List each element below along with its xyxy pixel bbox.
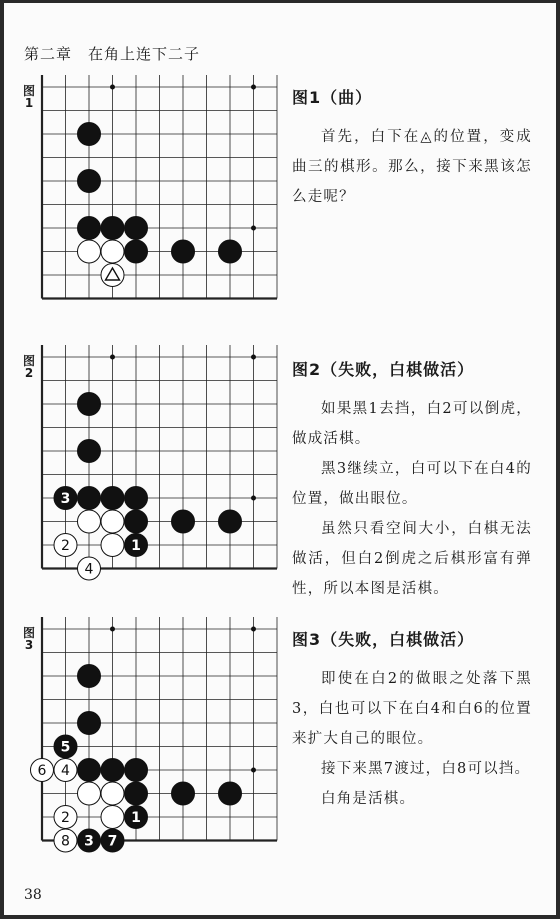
- stone-number: 1: [131, 538, 141, 554]
- white-stone: [78, 510, 101, 533]
- black-stone: [54, 487, 77, 510]
- white-stone: [31, 759, 54, 782]
- figure-2-label-num: 2: [24, 366, 34, 380]
- star-point: [251, 496, 256, 501]
- white-stone: [101, 264, 124, 287]
- figure-2-paragraph-1: 如果黑1去挡，白2可以倒虎，做成活棋。: [292, 401, 532, 447]
- figure-2-text: [292, 357, 532, 604]
- stone-number: 7: [107, 833, 118, 850]
- white-stone: [101, 534, 124, 557]
- star-point: [251, 355, 256, 360]
- figure-3-board: [24, 617, 274, 862]
- black-stone: [172, 510, 195, 533]
- black-stone: [78, 217, 101, 240]
- stone-number: 5: [60, 739, 71, 756]
- figure-1-title: 图1（曲）: [292, 88, 373, 107]
- stone-number: 2: [61, 538, 70, 554]
- white-stone: [54, 829, 77, 852]
- star-point: [251, 768, 256, 773]
- white-stone: [101, 782, 124, 805]
- black-stone: [78, 759, 101, 782]
- black-stone: [101, 217, 124, 240]
- black-stone: [125, 782, 148, 805]
- black-stone: [219, 510, 242, 533]
- black-stone: [125, 759, 148, 782]
- figure-1-board: [24, 75, 274, 315]
- white-stone: [78, 782, 101, 805]
- black-stone: [101, 759, 124, 782]
- black-stone: [172, 240, 195, 263]
- star-point: [110, 85, 115, 90]
- black-stone: [172, 782, 195, 805]
- stone-number: 8: [61, 833, 70, 850]
- black-stone: [78, 393, 101, 416]
- black-stone: [78, 487, 101, 510]
- chapter-header: 第二章 在角上连下二子: [24, 45, 201, 63]
- black-stone: [125, 534, 148, 557]
- figure-3-paragraph-3: 白角是活棋。: [321, 791, 416, 807]
- figure-3-paragraph-1: 即使在白2的做眼之处落下黑3，白也可以下在白4和白6的位置来扩大自己的眼位。: [292, 671, 532, 747]
- stone-number: 4: [84, 561, 94, 578]
- white-stone: [54, 759, 77, 782]
- figure-3-title: 图3（失败，白棋做活）: [292, 630, 475, 649]
- figure-2-label-top: 图: [22, 354, 35, 368]
- figure-3-label-num: 3: [24, 638, 34, 652]
- star-point: [251, 226, 256, 231]
- figure-2-paragraph-3: 虽然只看空间大小，白棋无法做活，但白2倒虎之后棋形富有弹性，所以本图是活棋。: [292, 521, 532, 597]
- black-stone: [78, 665, 101, 688]
- figure-3-text: [292, 627, 532, 814]
- star-point: [110, 627, 115, 632]
- black-stone: [125, 487, 148, 510]
- black-stone: [125, 806, 148, 829]
- figure-3-label-top: 图: [22, 626, 35, 640]
- black-stone: [125, 510, 148, 533]
- figure-3-paragraph-2: 接下来黑7渡过，白8可以挡。: [321, 761, 531, 777]
- figure-2-paragraph-2: 黑3继续立，白可以下在白4的位置，做出眼位。: [292, 461, 532, 507]
- stone-number: 3: [60, 491, 71, 507]
- black-stone: [219, 240, 242, 263]
- stone-number: 3: [84, 833, 94, 850]
- white-stone: [78, 557, 101, 580]
- stone-number: 4: [61, 763, 70, 779]
- black-stone: [78, 712, 101, 735]
- stone-number: 1: [131, 810, 141, 826]
- white-stone: [54, 806, 77, 829]
- figure-1-paragraph: 首先，白下在◬的位置，变成曲三的棋形。那么，接下来黑该怎么走呢？: [292, 129, 532, 205]
- figure-2-board: [24, 345, 274, 595]
- black-stone: [125, 217, 148, 240]
- black-stone: [78, 123, 101, 146]
- white-stone: [54, 534, 77, 557]
- white-stone: [101, 240, 124, 263]
- black-stone: [54, 735, 77, 758]
- black-stone: [78, 829, 101, 852]
- stone-number: 6: [37, 763, 47, 779]
- black-stone: [101, 487, 124, 510]
- black-stone: [78, 440, 101, 463]
- white-stone: [101, 806, 124, 829]
- figure-1-label-num: 1: [24, 96, 34, 110]
- star-point: [251, 627, 256, 632]
- figure-1-text: [292, 85, 532, 212]
- white-stone: [78, 240, 101, 263]
- black-stone: [219, 782, 242, 805]
- page-number: 38: [24, 887, 42, 903]
- figure-2-title: 图2（失败，白棋做活）: [292, 360, 475, 379]
- black-stone: [125, 240, 148, 263]
- black-stone: [78, 170, 101, 193]
- star-point: [110, 355, 115, 360]
- stone-number: 2: [61, 810, 70, 826]
- black-stone: [101, 829, 124, 852]
- figure-1-label-top: 图: [22, 84, 35, 98]
- white-stone: [101, 510, 124, 533]
- star-point: [251, 85, 256, 90]
